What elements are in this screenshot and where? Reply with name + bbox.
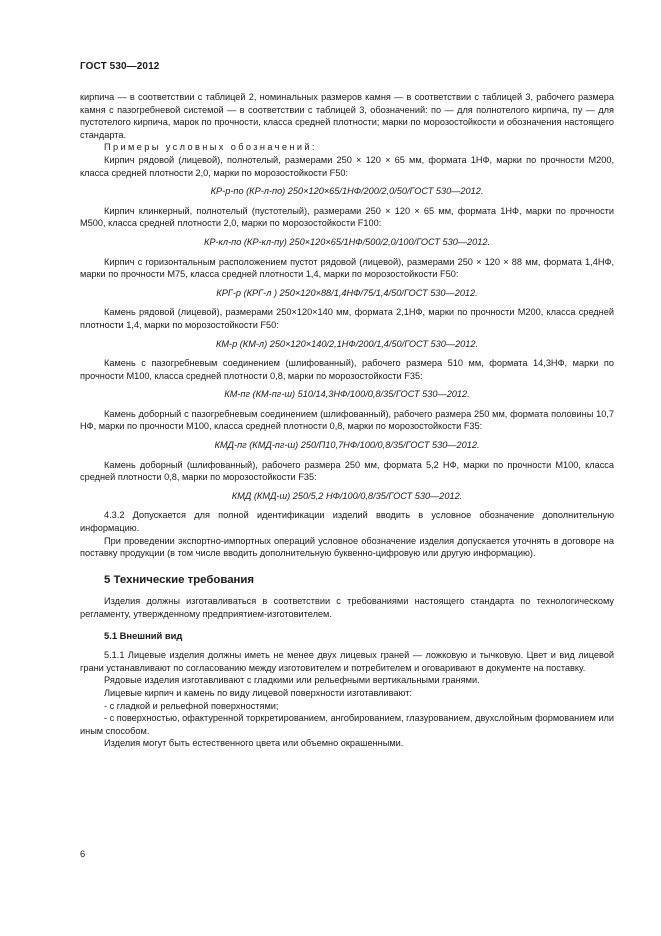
- paragraph: Изделия могут быть естественного цвета или объемно окрашенными.: [104, 738, 404, 749]
- designation-example: КМ-пг (КМ-пг-ш) 510/14,3НФ/100/0,8/35/ГОСТ 530—2012.: [224, 389, 470, 400]
- page-content: [80, 91, 614, 750]
- paragraph: Камень доборный (шлифованный), рабочего размера 250 мм, формата 5,2 НФ, марки по прочности М100, класса средней плотности 0,8, марки по морозостойкости F35:: [80, 459, 614, 483]
- designation-example: КМД-пг (КМД-пг-ш) 250/П10,7НФ/100/0,8/35/ГОСТ 530—2012.: [214, 440, 480, 451]
- page-header-title: ГОСТ 530—2012: [80, 61, 160, 72]
- paragraph: Лицевые кирпич и камень по виду лицевой поверхности изготавливают:: [104, 687, 412, 698]
- paragraph: 5.1.1 Лицевые изделия должны иметь не менее двух лицевых граней — ложковую и тычковую. Цвет и вид лицевой грани устанавливают по согласованию между изготовителем и потребителем и оговаривают в документе на поставку.: [80, 650, 614, 673]
- designation-example: КМ-р (КМ-л) 250×120×140/2,1НФ/200/1,4/50/ГОСТ 530—2012.: [215, 338, 479, 349]
- examples-label: Примеры условных обозначений:: [104, 142, 317, 153]
- designation-example: КМД (КМД-ш) 250/5,2 НФ/100/0,8/35/ГОСТ 530—2012.: [231, 490, 463, 501]
- designation-example: КРГ-р (КРГ-л ) 250×120×88/1,4НФ/75/1,4/50/ГОСТ 530—2012.: [216, 287, 478, 298]
- paragraph: Кирпич клинкерный, полнотелый (пустотелый), размерами 250 × 120 × 65 мм, формата 1НФ, марки по прочности М500, класса средней плотности 2,0, марки по морозостойкости F100:: [80, 205, 614, 229]
- paragraph: кирпича — в соответствии с таблицей 2, номинальных размеров камня — в соответствии с таблицей 3, рабочего размера камня с пазогребневой системой — в соответствии с таблицей 3, обозначений: по — для полнотелого кирпича, пу — для пустотелого кирпича, марок по прочности, класса средней плотности; марки по морозостойкости и обозначения настоящего стандарта.: [80, 92, 614, 140]
- list-item: - с поверхностью, офактуренной торкретированием, ангобированием, глазурованием, двухслойным формованием или иным способом.: [80, 713, 614, 736]
- paragraph: 4.3.2 Допускается для полной идентификации изделий вводить в условное обозначение дополнительную информацию.: [80, 510, 614, 534]
- designation-example: КР-кл-по (КР-кл-пу) 250×120×65/1НФ/500/2,0/100/ГОСТ 530—2012.: [203, 236, 491, 247]
- paragraph: Камень рядовой (лицевой), размерами 250×120×140 мм, формата 2,1НФ, марки по прочности М200, класса средней плотности 1,4, марки по морозостойкости F50:: [80, 307, 614, 330]
- page-number: 6: [80, 848, 86, 859]
- paragraph: Кирпич рядовой (лицевой), полнотелый, размерами 250 × 120 × 65 мм, формата 1НФ, марки по прочности М200, класса средней плотности 2,0, марки по морозостойкости F50:: [80, 154, 614, 178]
- paragraph: При проведении экспортно-импортных операций условное обозначение изделия допускается уточнять в договоре на поставку продукции (в том числе вводить дополнительную буквенно-цифровую или другую информацию).: [80, 535, 614, 559]
- paragraph: Камень с пазогребневым соединением (шлифованный), рабочего размера 510 мм, формата 14,3НФ, марки по прочности М100, класса средней плотности 0,8, марки по морозостойкости F35:: [80, 358, 614, 381]
- paragraph: Кирпич с горизонтальным расположением пустот рядовой (лицевой), размерами 250 × 120 × 88 мм, формата 1,4НФ, марки по прочности М75, класса средней плотности 1,4, марки по морозостойкости F50:: [80, 256, 614, 280]
- designation-example: КР-р-по (КР-л-по) 250×120×65/1НФ/200/2,0/50/ГОСТ 530—2012.: [210, 186, 484, 197]
- section-heading: 5 Технические требования: [104, 573, 255, 586]
- paragraph: Камень доборный с пазогребневым соединением (шлифованный), рабочего размера 250 мм, формата половины 10,7 НФ, марки по прочности М100, класса средней плотности 0,8, марки по морозостойкости F35:: [80, 408, 614, 432]
- subsection-heading: 5.1 Внешний вид: [104, 629, 183, 641]
- paragraph: Рядовые изделия изготавливают с гладкими или рельефными вертикальными гранями.: [104, 675, 480, 686]
- list-item: - с гладкой и рельефной поверхностями;: [104, 700, 279, 711]
- paragraph: Изделия должны изготавливаться в соответствии с требованиями настоящего стандарта по технологическому регламенту, утвержденному предприятием-изготовителем.: [80, 596, 614, 619]
